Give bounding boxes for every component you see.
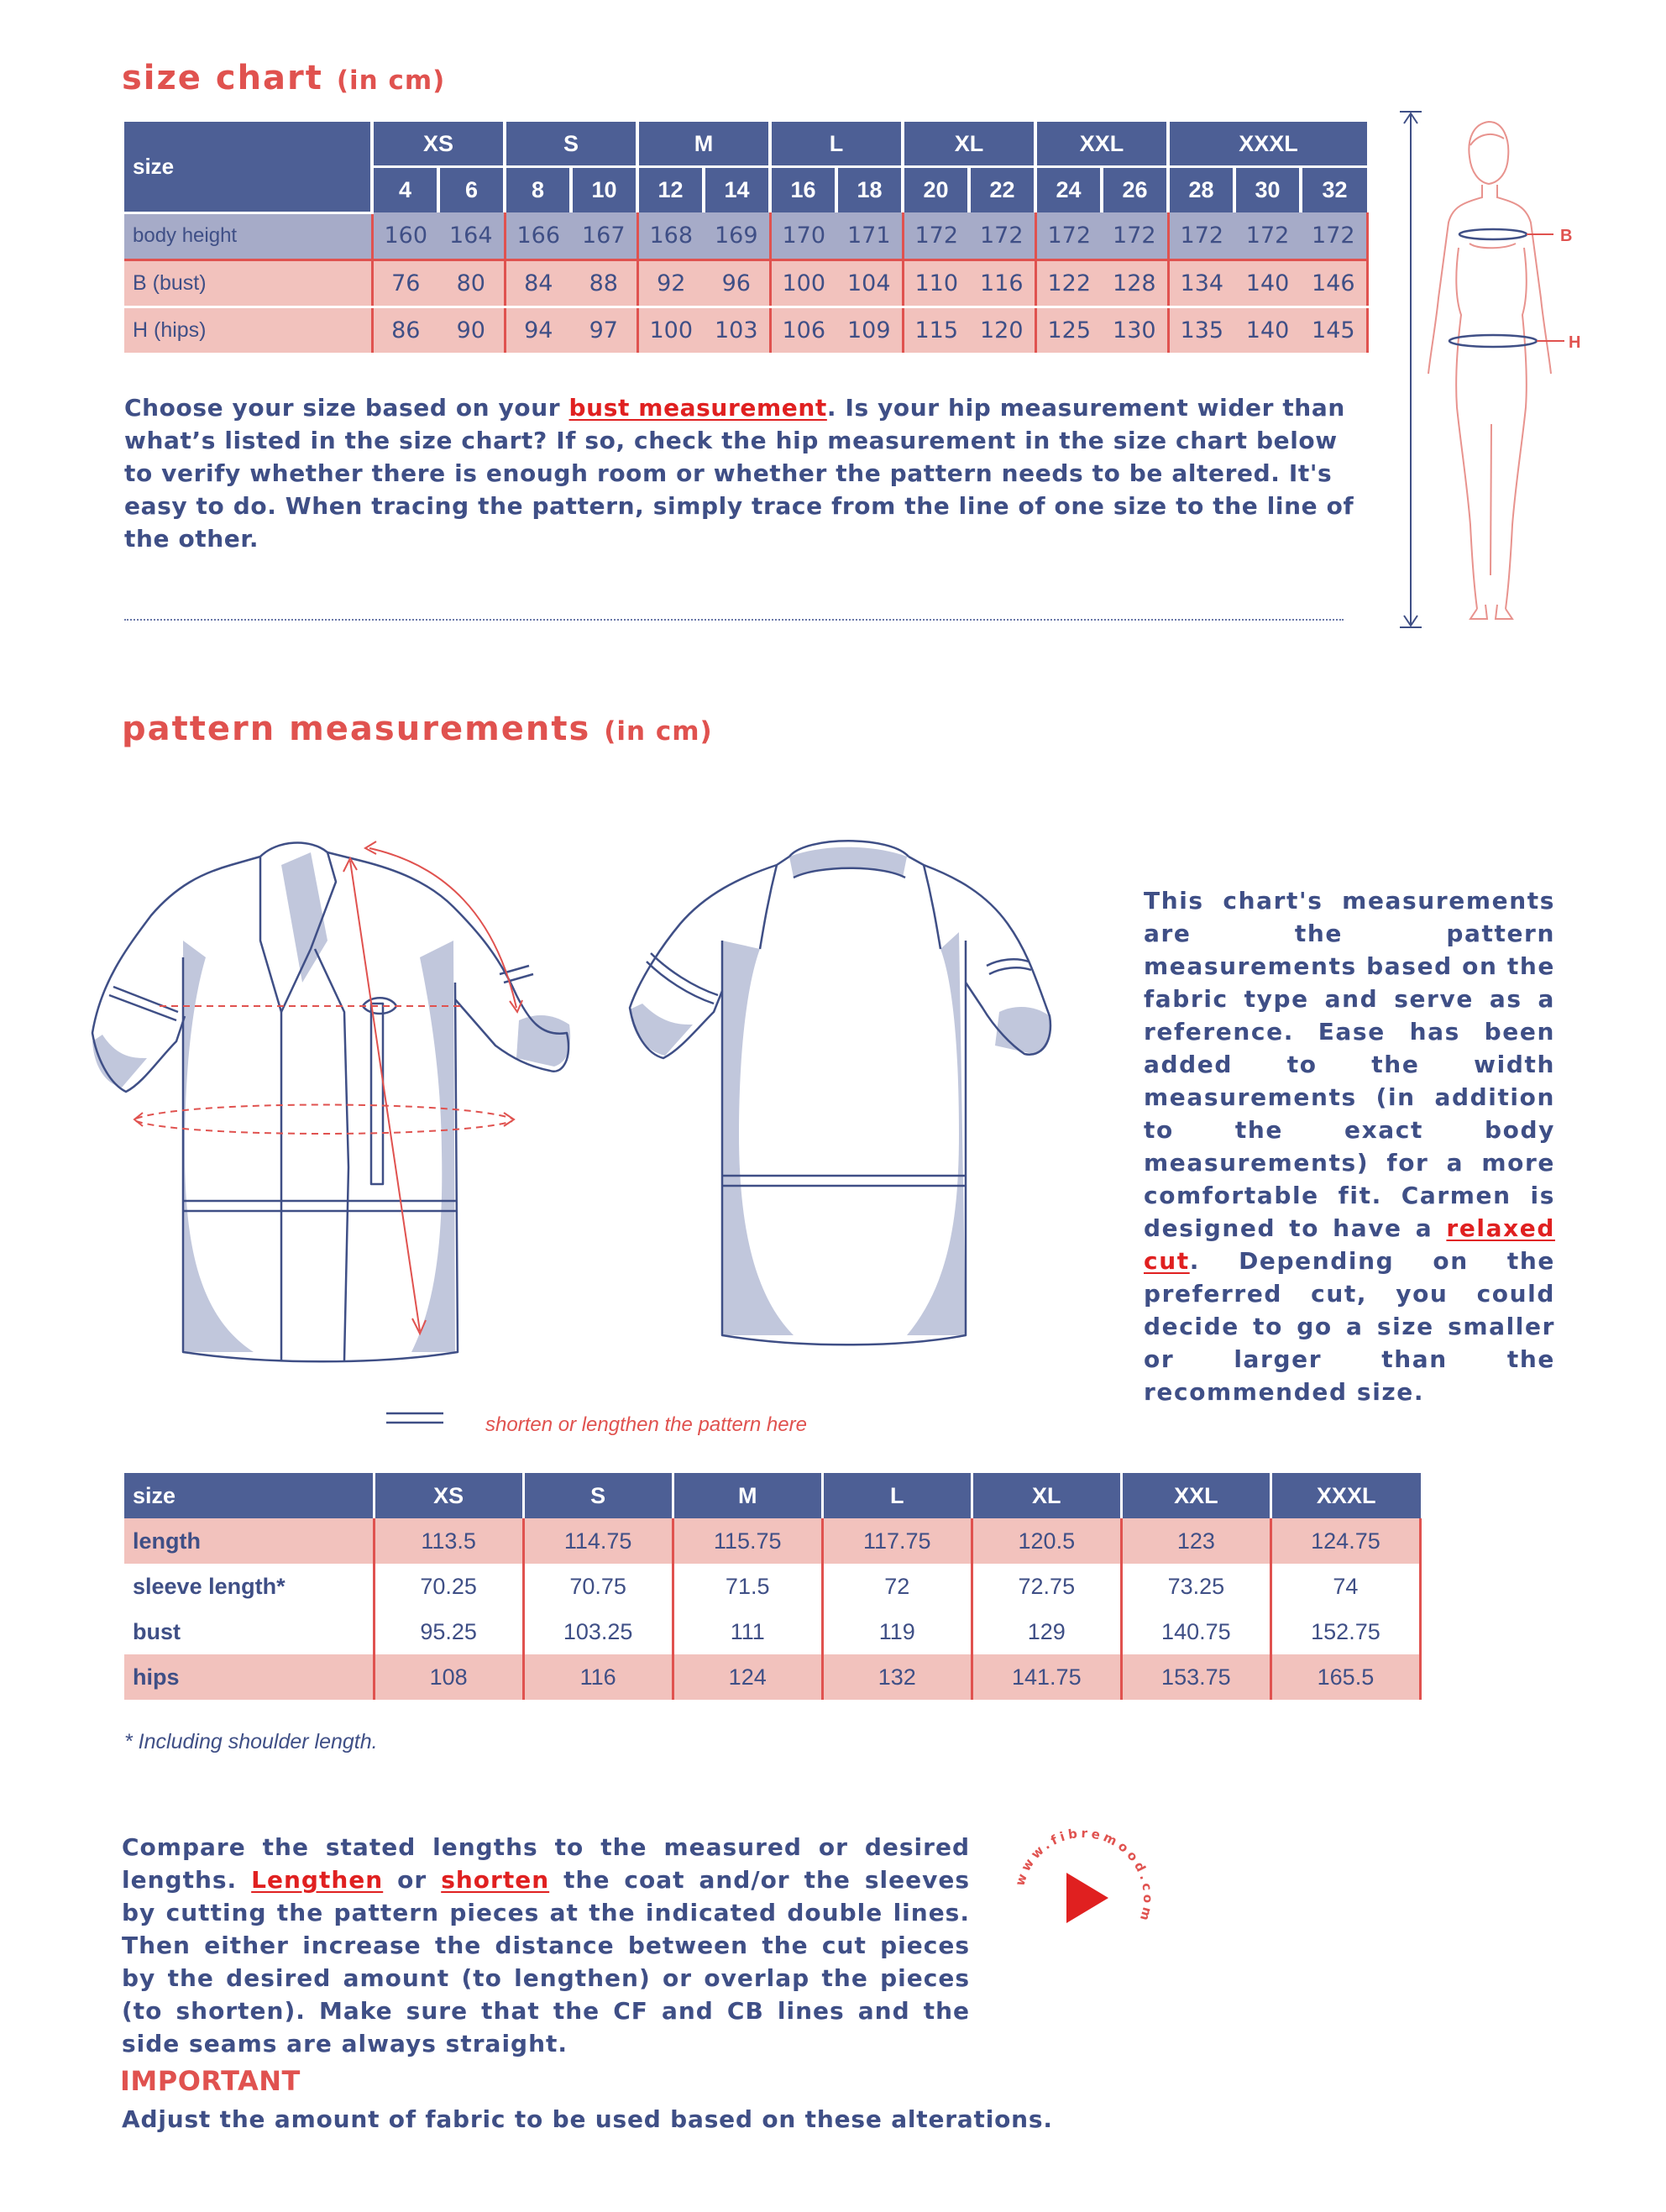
compare-paragraph (122, 1831, 970, 2060)
table-cell: 95.25 (374, 1609, 523, 1654)
table-cell: 70.25 (374, 1564, 523, 1609)
size-number: 16 (770, 167, 836, 213)
size-letter: L (770, 122, 903, 167)
table-cell: 94 (505, 307, 571, 353)
table-cell: 74 (1270, 1564, 1420, 1609)
table-cell: 169 (704, 212, 770, 259)
size-chart-title (122, 59, 445, 97)
bust-row (124, 259, 1367, 307)
fibremood-logo[interactable] (1003, 1818, 1163, 1978)
table-cell: 88 (571, 259, 637, 307)
table-cell: 104 (836, 259, 903, 307)
hips-row (124, 307, 1367, 353)
table-cell: 90 (438, 307, 505, 353)
pattern-measurements-table (124, 1473, 1422, 1700)
table-cell: 115 (903, 307, 969, 353)
table-cell: 116 (523, 1654, 673, 1700)
table-cell: 106 (770, 307, 836, 353)
row-label: H (hips) (124, 307, 372, 353)
lengthen-link[interactable]: Lengthen (251, 1866, 384, 1894)
table-cell: 140 (1234, 307, 1301, 353)
side-note-text-2: . Depending on the preferred cut, you could decide to go a size smaller or larger than the recommended size. (1144, 1247, 1555, 1406)
table-cell: 172 (1168, 212, 1234, 259)
shorten-link[interactable]: shorten (441, 1866, 550, 1894)
intro-text-1: Choose your size based on your (124, 394, 569, 422)
table-cell: 70.75 (523, 1564, 673, 1609)
hips-marker: H (1569, 333, 1581, 352)
table-cell: 140.75 (1121, 1609, 1270, 1654)
pattern-size: L (822, 1473, 972, 1518)
double-line-icon (385, 1407, 445, 1429)
table-cell: 76 (372, 259, 438, 307)
table-cell: 153.75 (1121, 1654, 1270, 1700)
size-number: 14 (704, 167, 770, 213)
table-cell: 152.75 (1270, 1609, 1420, 1654)
side-note (1144, 884, 1555, 1408)
table-cell: 103.25 (523, 1609, 673, 1654)
coat-front-illustration (59, 815, 596, 1369)
pattern-size: XL (972, 1473, 1121, 1518)
play-icon (1066, 1873, 1108, 1923)
table-cell: 165.5 (1270, 1654, 1420, 1700)
table-cell: 135 (1168, 307, 1234, 353)
table-cell: 92 (637, 259, 704, 307)
size-number: 30 (1234, 167, 1301, 213)
table-cell: 103 (704, 307, 770, 353)
table-cell: 117.75 (822, 1518, 972, 1564)
size-number: 28 (1168, 167, 1234, 213)
table-cell: 170 (770, 212, 836, 259)
table-cell: 172 (1035, 212, 1102, 259)
size-letter: XS (372, 122, 505, 167)
table-cell: 172 (969, 212, 1035, 259)
size-chart-table (124, 122, 1369, 353)
table-cell: 128 (1102, 259, 1168, 307)
table-cell: 84 (505, 259, 571, 307)
size-number: 8 (505, 167, 571, 213)
size-number: 24 (1035, 167, 1102, 213)
pattern-size-label: size (124, 1473, 374, 1518)
shorten-lengthen-legend: shorten or lengthen the pattern here (485, 1413, 807, 1436)
table-cell: 72.75 (972, 1564, 1121, 1609)
row-label: length (124, 1518, 374, 1564)
woman-silhouette-icon (1428, 122, 1551, 619)
pattern-size: XXXL (1270, 1473, 1420, 1518)
table-cell: 73.25 (1121, 1564, 1270, 1609)
important-heading: IMPORTANT (120, 2065, 301, 2097)
size-letter: XL (903, 122, 1035, 167)
compare-text-3: the coat and/or the sleeves by cutting the pattern pieces at the indicated double lines. Then either increase the distance between the cut pieces by the desired amount (to lengthen) or overlap the pieces (to shorten). Make sure that the CF and CB lines and the side seams are always straight. (122, 1866, 971, 2057)
table-cell: 141.75 (972, 1654, 1121, 1700)
coat-back-illustration (613, 815, 1150, 1352)
row-label: hips (124, 1654, 374, 1700)
bust-marker: B (1560, 227, 1573, 245)
size-number: 12 (637, 167, 704, 213)
table-cell: 71.5 (673, 1564, 822, 1609)
pattern-title (122, 710, 713, 748)
relaxed-cut-link[interactable]: relaxed cut (1144, 1214, 1555, 1275)
table-cell: 96 (704, 259, 770, 307)
size-number: 10 (571, 167, 637, 213)
table-cell: 100 (770, 259, 836, 307)
table-cell: 160 (372, 212, 438, 259)
pattern-size-row (124, 1473, 1421, 1518)
table-cell: 80 (438, 259, 505, 307)
size-letter: XXL (1035, 122, 1168, 167)
row-label: sleeve length* (124, 1564, 374, 1609)
compare-text-1: Compare the stated lengths to the measured or desired lengths. (122, 1833, 970, 1894)
table-cell: 120 (969, 307, 1035, 353)
table-cell: 115.75 (673, 1518, 822, 1564)
size-number: 26 (1102, 167, 1168, 213)
height-arrow-icon (1400, 112, 1422, 627)
pattern-title-text: pattern measurements (122, 710, 591, 748)
table-cell: 124.75 (1270, 1518, 1420, 1564)
table-cell: 100 (637, 307, 704, 353)
size-number: 20 (903, 167, 969, 213)
size-letters-row (124, 122, 1367, 167)
side-note-text-1: This chart's measurements are the pattern measurements based on the fabric type and serve as a reference. Ease has been added to the width measurements (in addition to the exact body measurements) for a more comfortable fit. Carmen is designed to have a (1144, 887, 1555, 1242)
table-cell: 122 (1035, 259, 1102, 307)
size-header-label: size (124, 122, 372, 212)
pattern-size: XS (374, 1473, 523, 1518)
body-height-row (124, 212, 1367, 259)
table-cell: 86 (372, 307, 438, 353)
table-cell: 172 (903, 212, 969, 259)
table-cell: 123 (1121, 1518, 1270, 1564)
table-cell: 97 (571, 307, 637, 353)
table-cell: 166 (505, 212, 571, 259)
table-cell: 167 (571, 212, 637, 259)
table-cell: 116 (969, 259, 1035, 307)
table-cell: 72 (822, 1564, 972, 1609)
table-cell: 129 (972, 1609, 1121, 1654)
table-cell: 110 (903, 259, 969, 307)
size-number: 18 (836, 167, 903, 213)
table-cell: 172 (1301, 212, 1367, 259)
body-figure (1390, 105, 1608, 634)
intro-paragraph (124, 391, 1359, 555)
table-cell: 120.5 (972, 1518, 1121, 1564)
bust-measurement-link[interactable]: bust measurement (568, 394, 827, 422)
table-cell: 124 (673, 1654, 822, 1700)
table-cell: 164 (438, 212, 505, 259)
pattern-title-unit: (in cm) (604, 716, 713, 747)
hips-row (124, 1654, 1421, 1700)
size-number: 32 (1301, 167, 1367, 213)
row-label: bust (124, 1609, 374, 1654)
size-number: 22 (969, 167, 1035, 213)
table-cell: 113.5 (374, 1518, 523, 1564)
size-letter: S (505, 122, 637, 167)
table-cell: 134 (1168, 259, 1234, 307)
size-chart-title-text: size chart (122, 59, 323, 97)
table-cell: 172 (1102, 212, 1168, 259)
table-cell: 168 (637, 212, 704, 259)
table-cell: 108 (374, 1654, 523, 1700)
table-cell: 146 (1301, 259, 1367, 307)
row-label: B (bust) (124, 259, 372, 307)
table-cell: 125 (1035, 307, 1102, 353)
size-letter: M (637, 122, 770, 167)
length-row (124, 1518, 1421, 1564)
pattern-size: M (673, 1473, 822, 1518)
sleeve-length-row (124, 1564, 1421, 1609)
row-label: body height (124, 212, 372, 259)
pattern-size: S (523, 1473, 673, 1518)
table-cell: 171 (836, 212, 903, 259)
bust-row (124, 1609, 1421, 1654)
table-cell: 111 (673, 1609, 822, 1654)
table-cell: 130 (1102, 307, 1168, 353)
pattern-size: XXL (1121, 1473, 1270, 1518)
section-divider (124, 619, 1344, 621)
size-letter: XXXL (1168, 122, 1367, 167)
table-cell: 114.75 (523, 1518, 673, 1564)
important-text: Adjust the amount of fabric to be used based on these alterations. (122, 2105, 1053, 2133)
table-cell: 119 (822, 1609, 972, 1654)
table-cell: 140 (1234, 259, 1301, 307)
footnote: * Including shoulder length. (124, 1730, 378, 1753)
table-cell: 109 (836, 307, 903, 353)
size-chart-unit: (in cm) (336, 66, 446, 96)
compare-text-2: or (383, 1866, 442, 1894)
size-number: 4 (372, 167, 438, 213)
intro-text-2: . Is your hip measurement wider than what’s listed in the size chart? If so, check the hip measurement in the size chart below to verify whether there is enough room or whether the pattern needs to be altered. It's easy to do. When tracing the pattern, simply trace from the line of one size to the line of the other. (124, 394, 1354, 553)
table-cell: 172 (1234, 212, 1301, 259)
logo-url-text: www.fibremood.com (1012, 1825, 1156, 1926)
table-cell: 145 (1301, 307, 1367, 353)
table-cell: 132 (822, 1654, 972, 1700)
size-number: 6 (438, 167, 505, 213)
